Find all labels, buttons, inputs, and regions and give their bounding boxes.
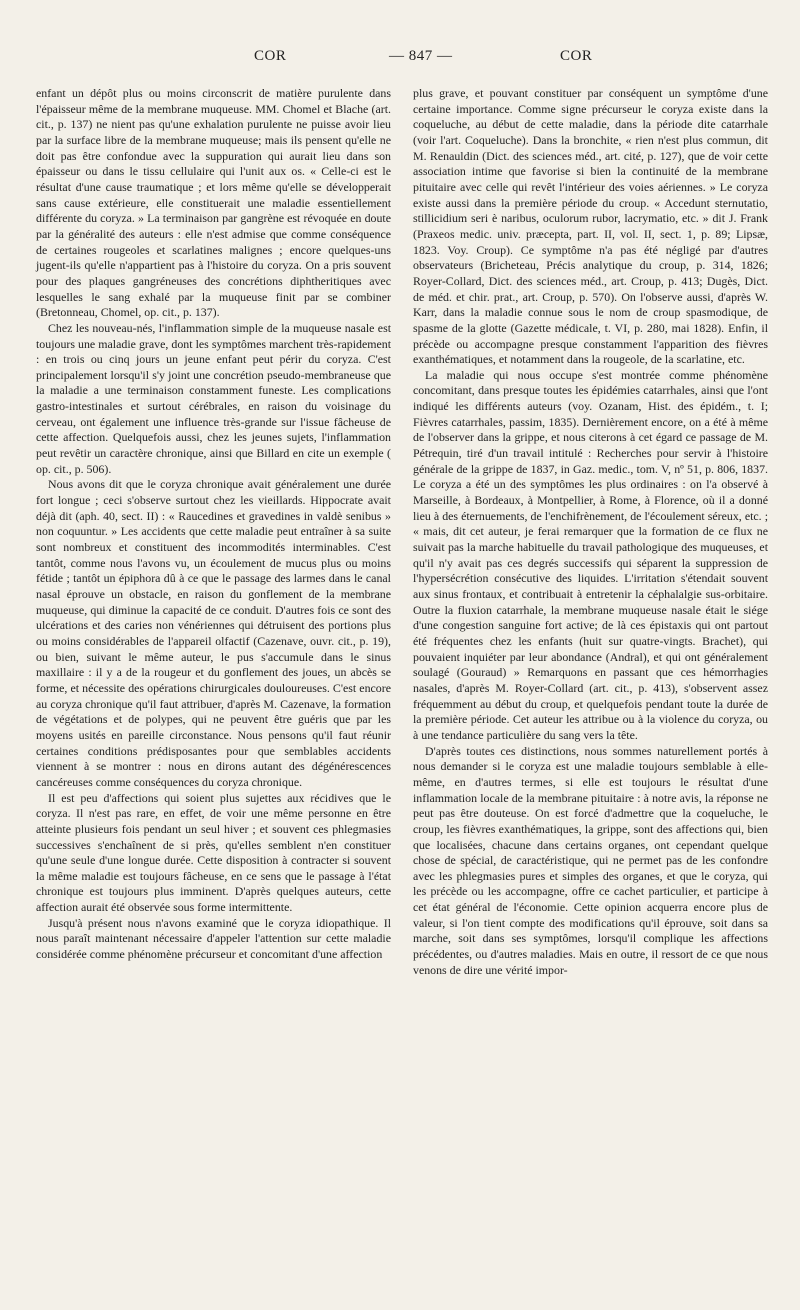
paragraph: Chez les nouveau-nés, l'inflammation simple de la muqueuse nasale est toujours une maladie grave, dont les symptômes marchent très-rapidement : en trois ou cinq jours un jeune enfant peut périr du coryza. C'est principalement lorsqu'il s'y joint une concrétion pseudo-membraneuse que la maladie a une terminaison constamment funeste. Les complications gastro-intestinales et surtout cérébrales, en raison du voisinage du cerveau, ont également une influence très-grande sur l'issue fâcheuse de cette affection. Quelquefois aussi, chez les jeunes sujets, l'inflammation peut revêtir un caractère chronique, ainsi que Billard en cite un exemple ( op. cit., p. 506). [36,320,391,476]
page-header [32,48,768,70]
paragraph: Nous avons dit que le coryza chronique avait généralement une durée fort longue ; ceci s'observe surtout chez les vieillards. Hippocrate avait déjà dit (aph. 40, sect. II) : « Raucedines et gravedines in valdè senibus » non coquuntur. » Les accidents que cette maladie peut entraîner à sa suite sont nombreux et constituent des incommodités interminables. C'est tantôt, comme nous l'avons vu, un écoulement de mucus plus ou moins fétide ; tantôt un épiphora dû à ce que le passage des larmes dans le canal nasal éprouve un obstacle, en raison du gonflement de la membrane muqueuse, qui diminue la capacité de ce conduit. D'autres fois ce sont des ulcérations et des caries non vénériennes qui détruisent des portions plus ou moins considérables de l'appareil olfactif (Cazenave, ouvr. cit., p. 19), ou bien, suivant le même auteur, le pus s'accumule dans le sinus maxillaire : il y a de la rougeur et du gonflement des joues, un abcès se forme, et nécessite des opérations chirurgicales douloureuses. C'est encore au coryza chronique qu'il faut attribuer, d'après M. Cazenave, la formation de végétations et de polypes, qui ne peuvent être guéris que par les moyens usités en pareille circonstance. Nous pensons qu'il faut réunir certaines conditions prédisposantes pour que semblables accidents viennent à se montrer : nous en dirons autant des dégénérescences cancéreuses comme conséquences du coryza chronique. [36,477,391,789]
paragraph: Jusqu'à présent nous n'avons examiné que le coryza idiopathique. Il nous paraît maintenant nécessaire d'appeler l'attention sur cette maladie considérée comme phénomène précurseur et concomitant d'une affection [36,915,391,962]
paragraph: Il est peu d'affections qui soient plus sujettes aux récidives que le coryza. Il n'est pas rare, en effet, de voir une même personne en être atteinte plusieurs fois pendant un seul hiver ; et souvent ces phlegmasies successives s'enchaînent de si près, qu'elles semblent n'en constituer qu'une seule d'une longue durée. Cette disposition à contracter si souvent la même maladie est toujours fâcheuse, en ce sens que le passage à l'état chronique est toujours plus imminent. D'après quelques auteurs, cette affection aurait été observée sous forme intermittente. [36,790,391,915]
paragraph: D'après toutes ces distinctions, nous sommes naturellement portés à nous demander si le coryza est une maladie toujours semblable à elle-même, en d'autres termes, si elle est toujours le résultat d'une inflammation locale de la membrane pituitaire : à notre avis, la réponse ne peut pas être douteuse. On est forcé d'admettre que la coqueluche, le croup, les fièvres exanthématiques, la grippe, sont des affections qui, bien que localisées, chacune dans certains organes, ont cependant quelque chose de spécial, de caractéristique, qui ne permet pas de les confondre avec les phlegmasies pures et simples des organes, et que le coryza, qui les précède ou les accompagne, offre ce cachet particulier, et participe à cet état général de l'économie. Cette opinion acquerra encore plus de valeur, si l'on tient compte des modifications qu'il éprouve, soit dans sa marche, soit dans ses symptômes, lorsqu'il complique les affections précédentes, ou d'autres maladies. Mais en outre, il ressort de ce que nous venons de dire une vérité impor- [413,743,768,977]
paragraph: plus grave, et pouvant constituer par conséquent un symptôme d'une certaine importance. Comme signe précurseur le coryza existe dans la coqueluche, au début de cette maladie, dans la période dite catarrhale (voir l'art. Coqueluche). Dans la bronchite, « rien n'est plus commun, dit M. Renauldin (Dict. des sciences méd., art. cité, p. 127), que de voir cette association intime que favorise si bien la continuité de la membrane pituitaire avec celle qui revêt l'intérieur des voies aériennes. » Le coryza existe aussi dans la première période du croup. « Accedunt sternutatio, stillicidium seri è naribus, oculorum rubor, lacrymatio, etc. » dit J. Frank (Praxeos medic. univ. præcepta, part. II, vol. II, sect. 1, p. 89; Lipsæ, 1823. Voy. Croup). Ce symptôme n'a pas été négligé par d'autres observateurs (Bricheteau, Précis analytique du croup, p. 314, 1826; Royer-Collard, Dict. des sciences méd., art. Croup, p. 413; Dugès, Dict. de méd. et chir. prat., art. Croup, p. 570). On l'observe aussi, d'après W. Karr, dans la maladie connue sous le nom de croup spasmodique, de spasme de la glotte (Gazette médicale, t. VI, p. 280, mai 1828). Enfin, il précède ou accompagne presque constamment l'apparition des fièvres exanthématiques, et notamment dans la rougeole, de la scarlatine, etc. [413,86,768,367]
page-number: — 847 — [389,48,453,64]
right-column [413,86,768,978]
paragraph: enfant un dépôt plus ou moins circonscrit de matière purulente dans l'épaisseur même de la membrane muqueuse. MM. Chomel et Blache (art. cit., p. 137) ne nient pas qu'une exhalation purulente ne puisse avoir lieu par la surface libre de la membrane muqueuse; mais ils pensent qu'elle ne doit pas être confondue avec la suppuration qui aurait lieu dans son épaisseur ou dans le tissu cellulaire qui l'unit aux os. « Celle-ci est le résultat d'une cause traumatique ; et lors même qu'elle se développerait sans cause extérieure, elle constituerait une maladie essentiellement différente du coryza. » La terminaison par gangrène est révoquée en doute par la généralité des auteurs : elle n'est admise que comme conséquence de certaines rougeoles et scarlatines malignes ; encore quelques-uns jugent-ils qu'elle n'appartient pas à l'histoire du coryza. On a pris souvent pour des plaques gangréneuses des concrétions diphtheritiques avec lesquelles le sang exhalé par la muqueuse finit par se combiner (Bretonneau, Chomel, op. cit., p. 137). [36,86,391,320]
header-right-keyword: COR [560,48,593,64]
header-left-keyword: COR [254,48,287,64]
paragraph: La maladie qui nous occupe s'est montrée comme phénomène concomitant, dans presque toutes les épidémies catarrhales, ainsi que l'ont indiqué les différents auteurs (voy. Ozanam, Hist. des épidém., t. I; Fièvres catarrhales, passim, 1835). Dernièrement encore, on a été à même de l'observer dans la grippe, et nous citerons à cet égard ce passage de M. Pétrequin, tiré d'un travail intitulé : Recherches pour servir à l'histoire générale de la grippe de 1837, in Gaz. medic., tom. V, nº 51, p. 806, 1837. Le coryza a été un des symptômes les plus ordinaires : on l'a observé à Marseille, à Bordeaux, à Montpellier, à Rome, à Florence, où il a donné lieu à des éternuements, de l'enchifrènement, de l'écoulement séreux, etc. ; « mais, dit cet auteur, je ferai remarquer que la formation de ce flux ne suivait pas la marche habituelle du travail pathologique des muqueuses, et qu'il n'y avait pas ces degrés successifs qui séparent la suppression de l'hypersécrétion consécutive des liquides. L'irritation s'étendait souvent aux sinus frontaux, et contribuait à entretenir la céphalalgie sus-orbitaire. Outre la fluxion catarrhale, la membrane muqueuse nasale était le siége d'une congestion sanguine fort active; de là ces épistaxis qui ont partout été fréquentes chez les enfants (huit sur quatre-vingts. Brachet), qui pouvaient inquiéter par leur abondance (Andral), et qui ont généralement soulagé (Gouraud) » Remarquons en passant que ces hémorrhagies nasales, d'après M. Royer-Collard (art. cit., p. 413), s'observent assez fréquemment au début du croup, et quelquefois pendant toute la durée de la première période. Cet auteur les attribue ou à la violence du coryza, ou à une tendance particulière du sang vers la tête. [413,367,768,742]
left-column [36,86,391,963]
